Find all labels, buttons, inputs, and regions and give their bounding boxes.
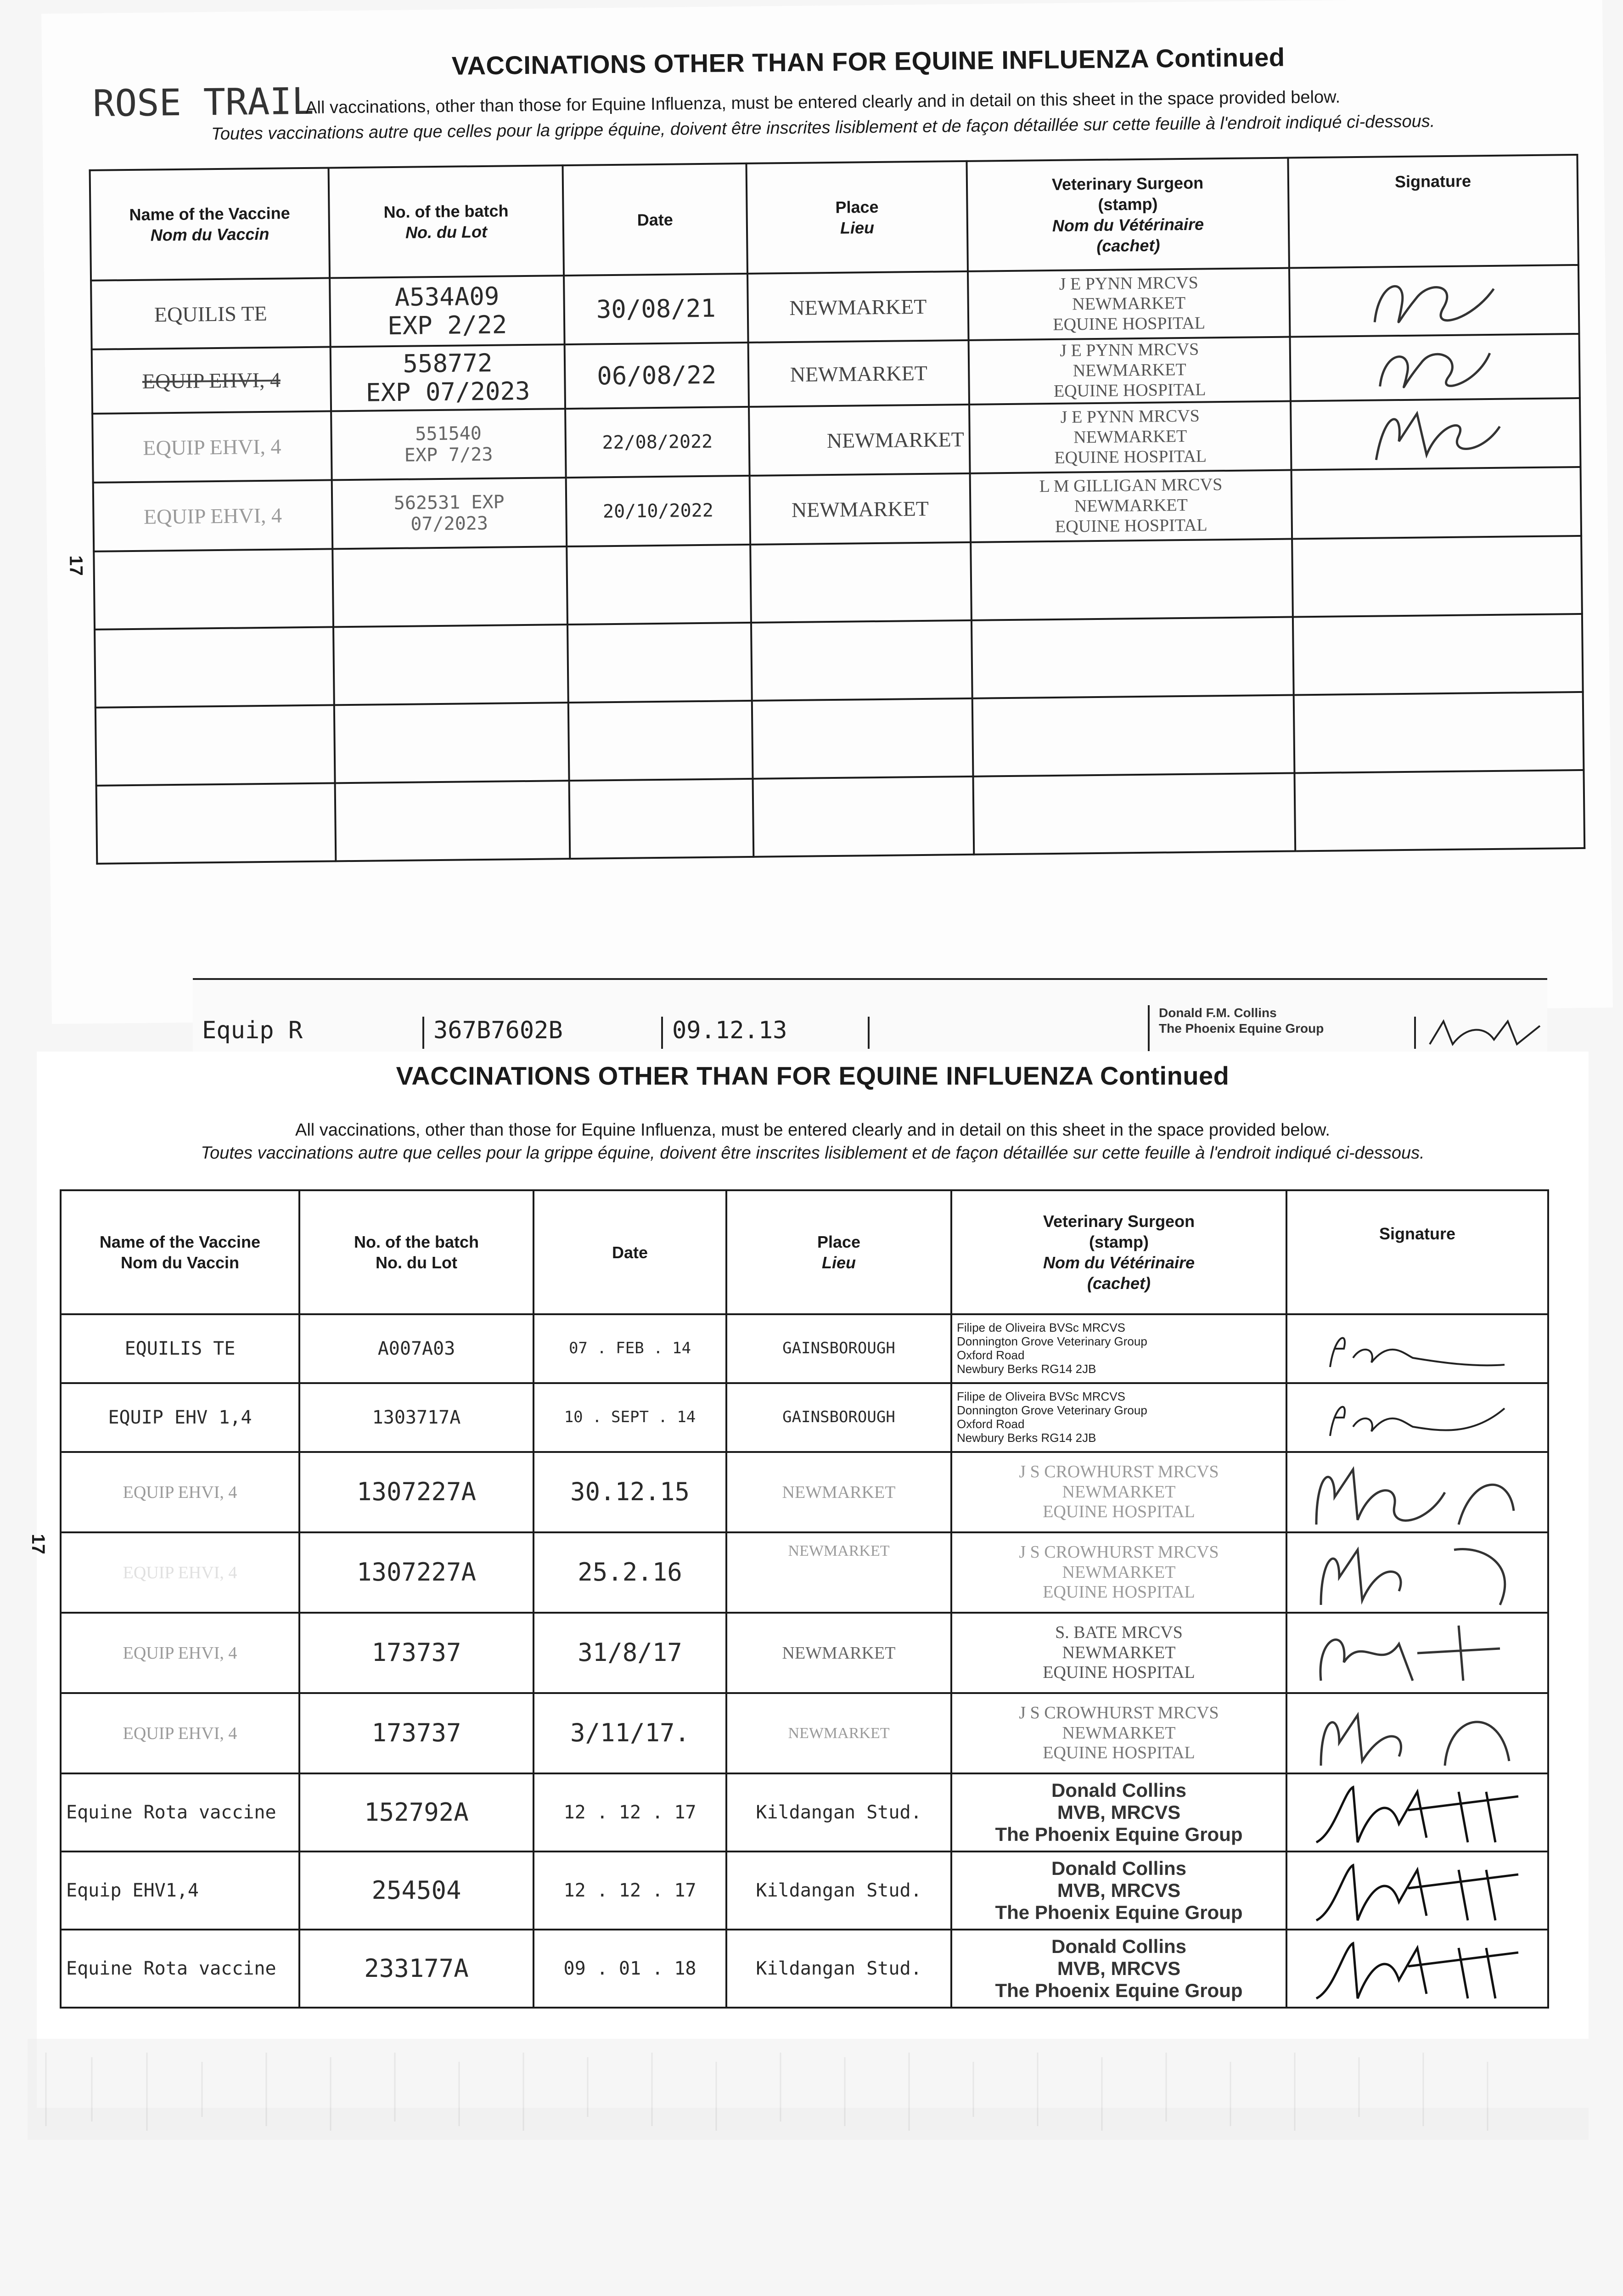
vet-stamp: S. BATE MRCVS NEWMARKET EQUINE HOSPITAL (951, 1613, 1286, 1693)
vaccination-place: NEWMARKET (726, 1532, 951, 1613)
table-row (61, 1613, 1548, 1693)
vet-stamp: J E PYNN MRCVS NEWMARKET EQUINE HOSPITAL (969, 401, 1292, 473)
vet-stamp: J S CROWHURST MRCVS NEWMARKET EQUINE HOSPITAL (951, 1532, 1286, 1613)
table-row (61, 1851, 1548, 1930)
vaccination-place: GAINSBOROUGH (726, 1383, 951, 1452)
vaccine-name: EQUIP EHVI, 4 (92, 347, 331, 413)
vaccination-date: 12 . 12 . 17 (534, 1773, 726, 1851)
vet-signature (1290, 334, 1580, 401)
batch-number: 1307227A (299, 1532, 534, 1613)
strip-vet-stamp: Donald F.M. Collins The Phoenix Equine Group (1148, 1005, 1398, 1051)
vet-stamp: Filipe de Oliveira BVSc MRCVS Donnington Grove Veterinary Group Oxford Road Newbury Berks RG14 2JB (951, 1383, 1286, 1452)
batch-number: 551540 EXP 7/23 (331, 409, 566, 480)
batch-number: 254504 (299, 1851, 534, 1930)
header-signature: Signature (1286, 1190, 1548, 1314)
strip-place (868, 1017, 1136, 1049)
strip-batch-number: 367B7602B (422, 1017, 654, 1049)
table-header-row (61, 1190, 1548, 1314)
table-row-empty (95, 614, 1583, 708)
vaccine-name: Equip EHV1,4 (61, 1851, 299, 1930)
vaccination-place: NEWMARKET (726, 1693, 951, 1773)
top-sheet-title: VACCINATIONS OTHER THAN FOR EQUINE INFLUENZA Continued (451, 42, 1285, 80)
batch-number: 1307227A (299, 1452, 534, 1532)
vaccination-place: NEWMARKET (747, 271, 969, 343)
vaccination-date: 31/8/17 (534, 1613, 726, 1693)
header-date: Date (534, 1190, 726, 1314)
vaccine-name: EQUIP EHVI, 4 (61, 1613, 299, 1693)
header-batch-number: No. of the batch No. du Lot (329, 165, 564, 278)
batch-number: 233177A (299, 1930, 534, 2008)
vet-stamp: L M GILLIGAN MRCVS NEWMARKET EQUINE HOSPITAL (970, 470, 1292, 542)
vet-signature (1286, 1452, 1548, 1532)
vet-stamp: Filipe de Oliveira BVSc MRCVS Donnington Grove Veterinary Group Oxford Road Newbury Berks RG14 2JB (951, 1314, 1286, 1383)
vaccination-date: 3/11/17. (534, 1693, 726, 1773)
vaccination-place: NEWMARKET (726, 1452, 951, 1532)
table-row-empty (95, 692, 1584, 786)
header-vaccine-name: Name of the Vaccine Nom du Vaccin (90, 168, 330, 280)
table-row-empty (96, 770, 1585, 864)
vet-signature (1286, 1314, 1548, 1383)
top-page-number: 17 (66, 555, 86, 576)
header-signature: Signature (1288, 155, 1578, 268)
header-veterinary-surgeon: Veterinary Surgeon (stamp) Nom du Vétérinaire (cachet) (966, 158, 1289, 271)
bottom-sheet-title: VACCINATIONS OTHER THAN FOR EQUINE INFLUENZA Continued (396, 1061, 1230, 1090)
vaccination-date: 25.2.16 (534, 1532, 726, 1613)
vaccination-place: Kildangan Stud. (726, 1773, 951, 1851)
table-row (61, 1693, 1548, 1773)
table-row (61, 1930, 1548, 2008)
vet-signature (1286, 1532, 1548, 1613)
batch-number: 152792A (299, 1773, 534, 1851)
vaccination-date: 12 . 12 . 17 (534, 1851, 726, 1930)
handwritten-horse-name: ROSE TRAIL (92, 79, 314, 125)
scan-noise-band (28, 2039, 1589, 2140)
table-row (61, 1773, 1548, 1851)
top-sheet-instruction-fr: Toutes vaccinations autre que celles pour la grippe équine, doivent être inscrites lisiblement et de façon détaillée sur cette feuille à l'endroit indiqué ci-dessous. (211, 112, 1435, 144)
strip-vaccine-name: Equip R (202, 1017, 303, 1044)
vaccination-date: 07 . FEB . 14 (534, 1314, 726, 1383)
vaccine-name: EQUIP EHVI, 4 (93, 480, 333, 551)
vet-signature (1286, 1851, 1548, 1930)
vet-signature (1291, 398, 1581, 470)
vaccination-place: NEWMARKET (748, 340, 969, 407)
table-row (61, 1532, 1548, 1613)
vet-stamp: Donald Collins MVB, MRCVS The Phoenix Equine Group (951, 1851, 1286, 1930)
vaccine-name: EQUILIS TE (61, 1314, 299, 1383)
bottom-vaccination-sheet (28, 1052, 1589, 2108)
vaccination-place: GAINSBOROUGH (726, 1314, 951, 1383)
vaccination-date: 30.12.15 (534, 1452, 726, 1532)
header-date: Date (563, 163, 747, 276)
vaccination-place: Kildangan Stud. (726, 1851, 951, 1930)
top-vaccination-table (89, 154, 1586, 865)
batch-number: 558772 EXP 07/2023 (331, 344, 565, 411)
vet-stamp: J S CROWHURST MRCVS NEWMARKET EQUINE HOSPITAL (951, 1452, 1286, 1532)
table-row (61, 1452, 1548, 1532)
table-row (61, 1383, 1548, 1452)
vaccine-name: EQUIP EHVI, 4 (61, 1452, 299, 1532)
strip-signature (1414, 1017, 1554, 1049)
vet-stamp: Donald Collins MVB, MRCVS The Phoenix Equine Group (951, 1930, 1286, 2008)
vet-signature (1286, 1613, 1548, 1693)
vet-signature (1286, 1773, 1548, 1851)
bottom-sheet-instruction-fr: Toutes vaccinations autre que celles pour la grippe équine, doivent être inscrites lisiblement et de façon détaillée sur cette feuille à l'endroit indiqué ci-dessous. (201, 1143, 1425, 1163)
vaccine-name: Equine Rota vaccine (61, 1930, 299, 2008)
vaccine-name: EQUIP EHV 1,4 (61, 1383, 299, 1452)
vaccination-date: 10 . SEPT . 14 (534, 1383, 726, 1452)
vaccine-name: Equine Rota vaccine (61, 1773, 299, 1851)
table-header-row (90, 155, 1578, 281)
underlying-sheet-strip (193, 978, 1547, 1053)
batch-number: A007A03 (299, 1314, 534, 1383)
vaccination-date: 20/10/2022 (566, 476, 751, 546)
vaccination-date: 30/08/21 (564, 274, 748, 344)
vet-signature (1292, 467, 1582, 539)
header-place: Place Lieu (726, 1190, 951, 1314)
vet-stamp: J E PYNN MRCVS NEWMARKET EQUINE HOSPITAL (968, 268, 1290, 340)
vet-signature (1289, 265, 1579, 337)
table-row (61, 1314, 1548, 1383)
vet-stamp: J S CROWHURST MRCVS NEWMARKET EQUINE HOSPITAL (951, 1693, 1286, 1773)
bottom-vaccination-table (60, 1189, 1549, 2009)
table-row-empty (94, 536, 1582, 630)
vet-stamp: Donald Collins MVB, MRCVS The Phoenix Equine Group (951, 1773, 1286, 1851)
vet-signature (1286, 1383, 1548, 1452)
batch-number: 562531 EXP 07/2023 (332, 478, 567, 549)
vaccine-name: EQUILIS TE (91, 278, 331, 349)
vaccination-date: 09 . 01 . 18 (534, 1930, 726, 2008)
vet-stamp: J E PYNN MRCVS NEWMARKET EQUINE HOSPITAL (969, 337, 1291, 405)
header-place: Place Lieu (746, 161, 967, 274)
vaccine-name: EQUIP EHVI, 4 (61, 1532, 299, 1613)
top-sheet-instruction-en: All vaccinations, other than those for Equine Influenza, must be entered clearly and in detail on this sheet in the space provided below. (305, 87, 1341, 118)
strip-date: 09.12.13 (661, 1017, 856, 1049)
batch-number: 173737 (299, 1693, 534, 1773)
header-veterinary-surgeon: Veterinary Surgeon (stamp) Nom du Vétérinaire (cachet) (951, 1190, 1286, 1314)
vaccination-place: NEWMARKET (726, 1613, 951, 1693)
vet-signature (1286, 1693, 1548, 1773)
vaccination-place: NEWMARKET (750, 473, 971, 545)
vaccine-name: EQUIP EHVI, 4 (92, 411, 332, 482)
vaccine-name: EQUIP EHVI, 4 (61, 1693, 299, 1773)
header-vaccine-name: Name of the Vaccine Nom du Vaccin (61, 1190, 299, 1314)
vaccination-place: Kildangan Stud. (726, 1930, 951, 2008)
vaccination-date: 22/08/2022 (565, 407, 750, 478)
vet-signature (1286, 1930, 1548, 2008)
batch-number: A534A09 EXP 2/22 (330, 276, 565, 347)
bottom-sheet-instruction-en: All vaccinations, other than those for Equine Influenza, must be entered clearly and in detail on this sheet in the space provided below. (295, 1120, 1330, 1140)
batch-number: 173737 (299, 1613, 534, 1693)
vaccination-date: 06/08/22 (565, 343, 749, 409)
header-batch-number: No. of the batch No. du Lot (299, 1190, 534, 1314)
batch-number: 1303717A (299, 1383, 534, 1452)
bottom-page-number: 17 (28, 1534, 48, 1554)
vaccination-place: NEWMARKET (749, 405, 970, 476)
top-vaccination-sheet (41, 0, 1613, 1024)
